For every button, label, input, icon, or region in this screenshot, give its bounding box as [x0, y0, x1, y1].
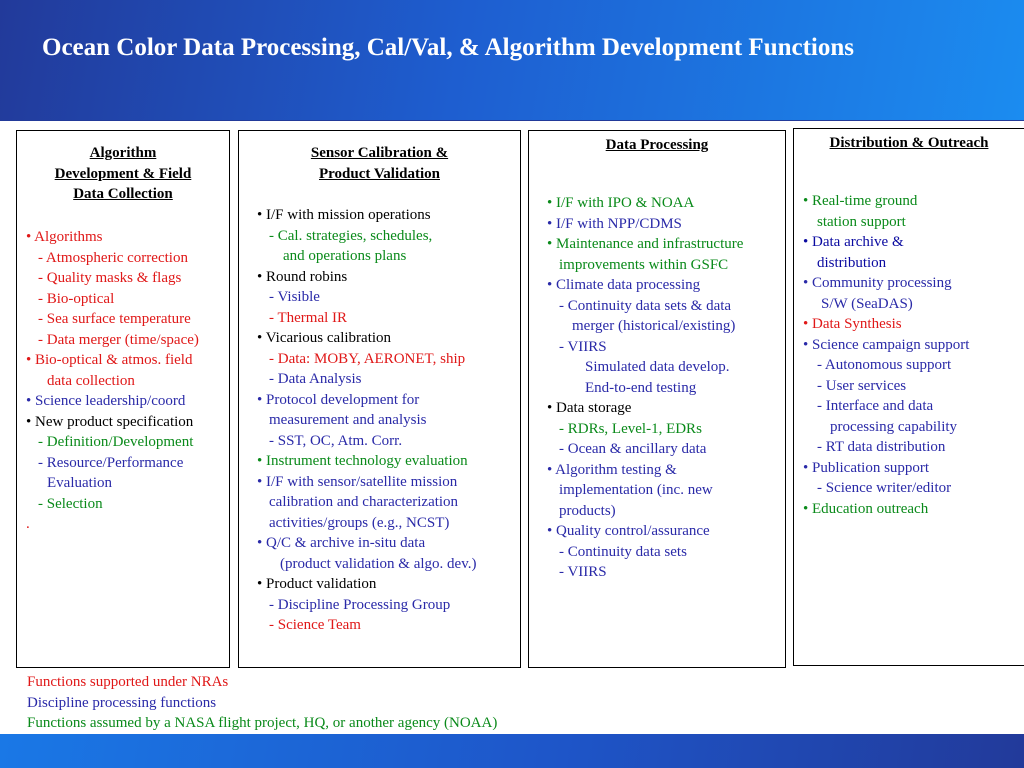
title-banner — [0, 0, 1024, 120]
column-items — [538, 193, 783, 583]
list-item: • Data Synthesis — [803, 316, 902, 332]
column-title — [239, 143, 520, 184]
column-title — [17, 143, 229, 205]
list-item: • Protocol development for — [257, 391, 420, 408]
list-item: - Continuity data sets & data — [559, 297, 732, 314]
list-item: Simulated data develop. — [585, 359, 730, 375]
column-items — [26, 227, 227, 535]
list-item: S/W (SeaDAS) — [821, 295, 913, 312]
list-item: • Science campaign support — [803, 336, 970, 353]
list-item: improvements within GSFC — [559, 256, 729, 273]
list-item: • Community processing — [803, 275, 952, 291]
list-item: • Data storage — [547, 400, 632, 416]
footer-banner — [0, 734, 1024, 768]
list-item: merger (historical/existing) — [572, 318, 736, 334]
list-item: - Autonomous support — [817, 357, 952, 373]
list-item: - Data: MOBY, AERONET, ship — [269, 350, 466, 367]
list-item: - Definition/Development — [38, 434, 194, 450]
list-item: station support — [817, 213, 906, 230]
column-distribution-outreach — [793, 128, 1024, 666]
legend-item-flight-project: Functions assumed by a NASA flight project, HQ, or another agency (NOAA) — [27, 715, 498, 731]
list-item: • I/F with NPP/CDMS — [547, 215, 682, 232]
list-item: • Algorithm testing & — [547, 461, 677, 478]
list-item: calibration and characterization — [269, 494, 459, 510]
list-item: - Quality masks & flags — [38, 270, 182, 286]
list-item: - Atmospheric correction — [38, 249, 188, 266]
list-item: • I/F with mission operations — [257, 207, 431, 223]
list-item: End-to-end testing — [585, 379, 697, 396]
list-item: - RT data distribution — [817, 439, 946, 455]
list-item: • Instrument technology evaluation — [257, 453, 468, 469]
column-sensor-calibration — [238, 130, 521, 668]
list-item: products) — [559, 502, 616, 519]
color-legend — [27, 672, 497, 734]
column-title-line: Sensor Calibration & — [310, 145, 449, 161]
list-item: distribution — [817, 254, 887, 271]
column-title-line: Development & Field — [54, 165, 192, 182]
list-item: • Real-time ground — [803, 193, 918, 209]
list-item: - Ocean & ancillary data — [559, 441, 707, 457]
column-items — [248, 205, 518, 636]
column-title — [794, 133, 1024, 154]
list-item: • Publication support — [803, 459, 930, 476]
list-item: • Maintenance and infrastructure — [547, 236, 744, 252]
list-item: - Resource/Performance — [38, 454, 184, 471]
list-item: implementation (inc. new — [559, 482, 713, 498]
list-item: • Climate data processing — [547, 277, 701, 293]
list-item: - RDRs, Level-1, EDRs — [559, 420, 702, 437]
list-item: - Bio-optical — [38, 290, 115, 307]
list-item: • Science leadership/coord — [26, 393, 186, 409]
list-item: - Science writer/editor — [817, 480, 952, 496]
column-title-line: Algorithm — [89, 145, 157, 161]
list-item: - SST, OC, Atm. Corr. — [269, 432, 403, 449]
legend-item-nra: Functions supported under NRAs — [27, 674, 229, 690]
page-title: Ocean Color Data Processing, Cal/Val, & Algorithm Development Functions — [42, 34, 854, 61]
column-title-line: Data Collection — [73, 186, 173, 202]
list-item: • I/F with sensor/satellite mission — [257, 473, 458, 490]
list-item: - Cal. strategies, schedules, — [269, 227, 433, 244]
column-algorithm-development — [16, 130, 230, 668]
list-item: - Sea surface temperature — [38, 311, 191, 327]
list-item: - Selection — [38, 495, 103, 512]
list-item: (product validation & algo. dev.) — [280, 555, 477, 572]
column-title — [529, 135, 785, 156]
list-item: and operations plans — [283, 248, 407, 264]
list-item: • Q/C & archive in-situ data — [257, 535, 426, 551]
list-item: - Visible — [269, 289, 320, 305]
list-item: - User services — [817, 377, 907, 394]
list-item: measurement and analysis — [269, 412, 427, 428]
list-item: • Round robins — [257, 268, 348, 285]
column-title-line: Distribution & Outreach — [829, 135, 989, 151]
column-data-processing — [528, 130, 786, 668]
list-item: • Quality control/assurance — [547, 523, 710, 539]
column-title-line: Data Processing — [605, 137, 709, 153]
list-item: - Data Analysis — [269, 371, 362, 387]
list-item: • New product specification — [26, 413, 194, 430]
list-item: processing capability — [830, 418, 958, 435]
list-item: data collection — [47, 372, 135, 389]
column-title-line: Product Validation — [318, 165, 440, 182]
legend-item-discipline: Discipline processing functions — [27, 694, 217, 711]
list-item: • Bio-optical & atmos. field — [26, 352, 193, 368]
list-item: • Algorithms — [26, 229, 103, 245]
list-item: - VIIRS — [559, 564, 607, 580]
list-item: - Science Team — [269, 617, 361, 633]
list-item: • Data archive & — [803, 234, 904, 250]
list-item: • Product validation — [257, 576, 377, 592]
list-item: - Thermal IR — [269, 309, 348, 326]
list-item: - Interface and data — [817, 398, 934, 414]
list-item: . — [26, 516, 30, 532]
list-item: - Discipline Processing Group — [269, 596, 451, 613]
list-item: - VIIRS — [559, 338, 607, 355]
list-item: - Continuity data sets — [559, 543, 687, 560]
content-area — [0, 120, 1024, 734]
list-item: • Vicarious calibration — [257, 330, 392, 346]
list-item: activities/groups (e.g., NCST) — [269, 514, 450, 531]
list-item: - Data merger (time/space) — [38, 331, 199, 348]
column-items — [803, 191, 1022, 519]
list-item: • I/F with IPO & NOAA — [547, 195, 695, 211]
list-item: Evaluation — [47, 475, 112, 491]
list-item: • Education outreach — [803, 500, 929, 517]
